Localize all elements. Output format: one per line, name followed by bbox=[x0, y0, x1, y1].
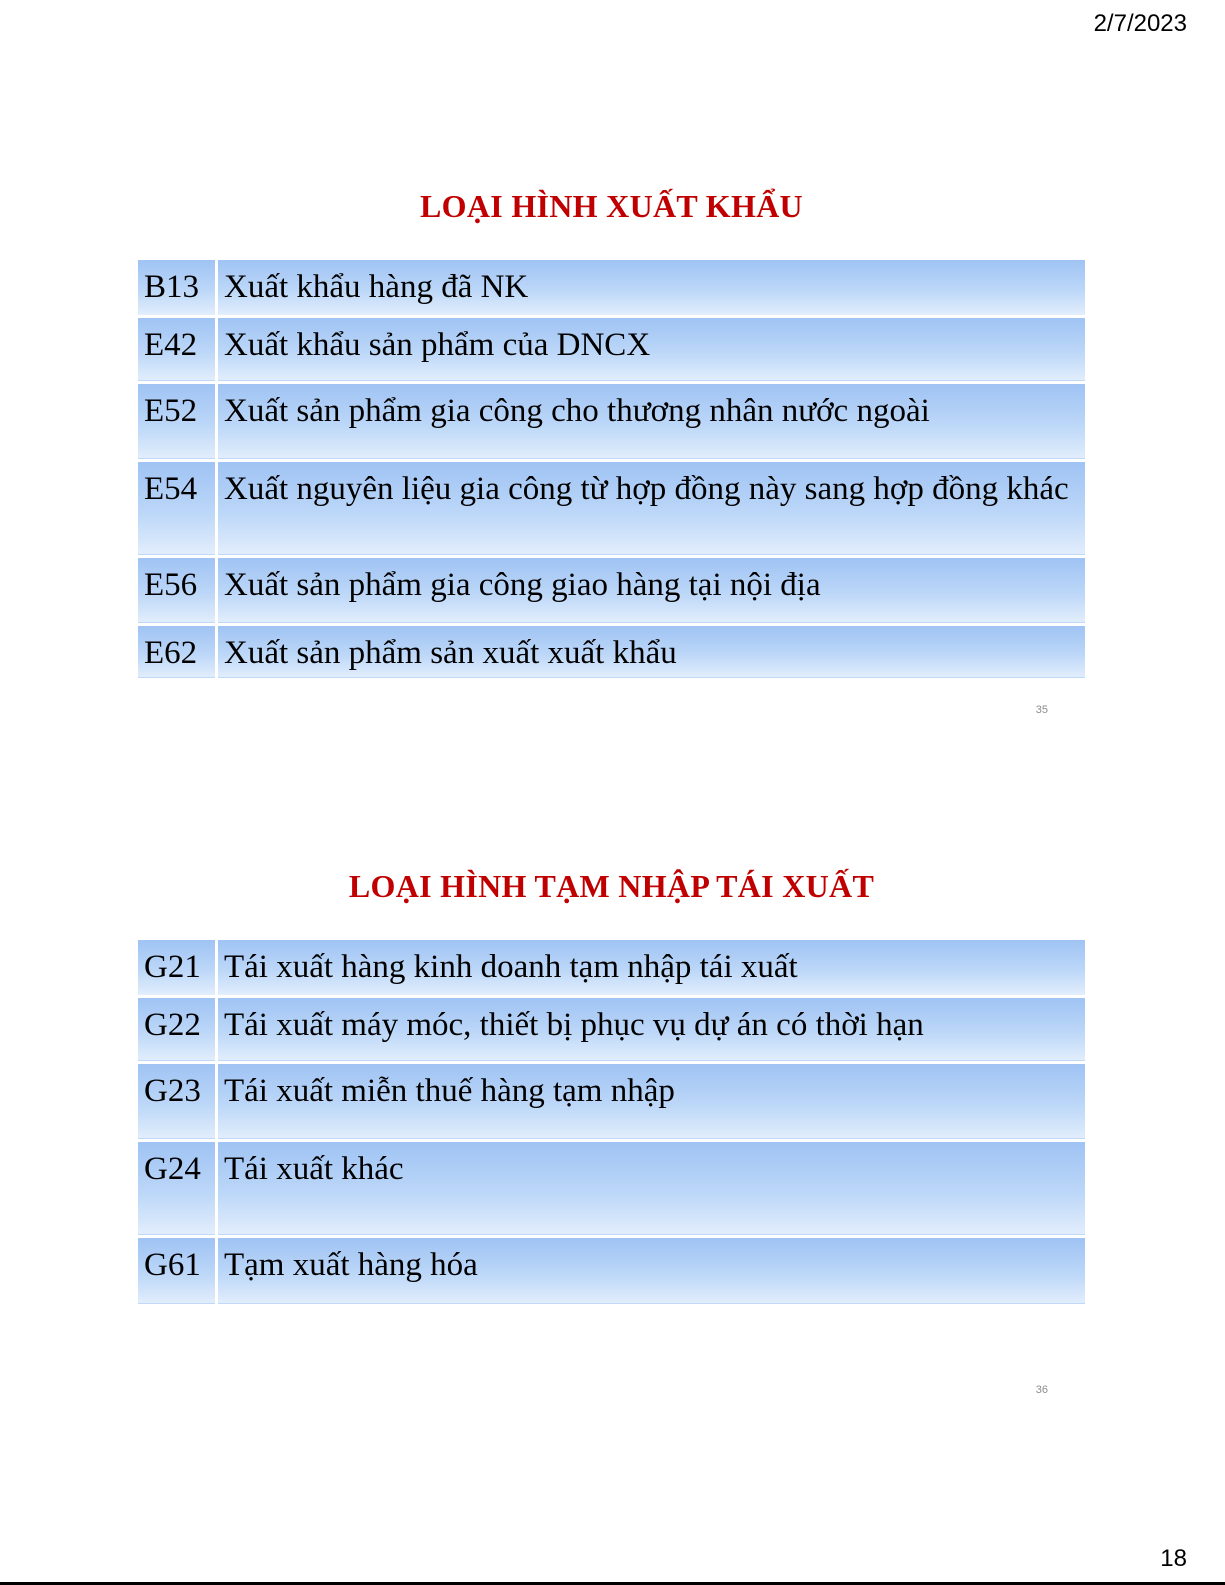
description-cell: Tạm xuất hàng hóa bbox=[217, 1236, 1086, 1304]
slide-title: LOẠI HÌNH TẠM NHẬP TÁI XUẤT bbox=[348, 868, 875, 904]
slide-number: 35 bbox=[1035, 704, 1048, 716]
code-cell: E56 bbox=[138, 556, 217, 624]
table-row bbox=[138, 996, 1085, 1062]
description-cell: Xuất khẩu hàng đã NK bbox=[217, 260, 1086, 316]
slide-temp-import-reexport-types bbox=[138, 0, 1085, 1420]
page-number: 18 bbox=[1160, 1545, 1187, 1572]
table-row bbox=[138, 1140, 1085, 1236]
code-cell: B13 bbox=[138, 260, 217, 316]
description-cell: Xuất sản phẩm gia công giao hàng tại nội địa bbox=[217, 556, 1086, 624]
code-cell: E42 bbox=[138, 316, 217, 382]
table-row bbox=[138, 1062, 1085, 1140]
slide-number: 36 bbox=[1035, 1384, 1048, 1396]
description-cell: Tái xuất máy móc, thiết bị phục vụ dự án có thời hạn bbox=[217, 996, 1086, 1062]
code-cell: G24 bbox=[138, 1140, 217, 1236]
slide-title: LOẠI HÌNH XUẤT KHẨU bbox=[420, 188, 803, 224]
description-cell: Xuất nguyên liệu gia công từ hợp đồng này sang hợp đồng khác bbox=[217, 460, 1086, 556]
code-cell: G61 bbox=[138, 1236, 217, 1304]
description-cell: Tái xuất hàng kinh doanh tạm nhập tái xuất bbox=[217, 940, 1086, 996]
code-cell: E62 bbox=[138, 624, 217, 678]
code-cell: G23 bbox=[138, 1062, 217, 1140]
description-cell: Tái xuất khác bbox=[217, 1140, 1086, 1236]
code-cell: E54 bbox=[138, 460, 217, 556]
table-row bbox=[138, 1236, 1085, 1304]
table-row bbox=[138, 940, 1085, 996]
page-date: 2/7/2023 bbox=[1093, 10, 1187, 37]
description-cell: Tái xuất miễn thuế hàng tạm nhập bbox=[217, 1062, 1086, 1140]
description-cell: Xuất sản phẩm sản xuất xuất khẩu bbox=[217, 624, 1086, 678]
code-cell: E52 bbox=[138, 382, 217, 460]
reexport-code-table bbox=[138, 940, 1085, 1304]
description-cell: Xuất khẩu sản phẩm của DNCX bbox=[217, 316, 1086, 382]
code-cell: G22 bbox=[138, 996, 217, 1062]
description-cell: Xuất sản phẩm gia công cho thương nhân nước ngoài bbox=[217, 382, 1086, 460]
code-cell: G21 bbox=[138, 940, 217, 996]
